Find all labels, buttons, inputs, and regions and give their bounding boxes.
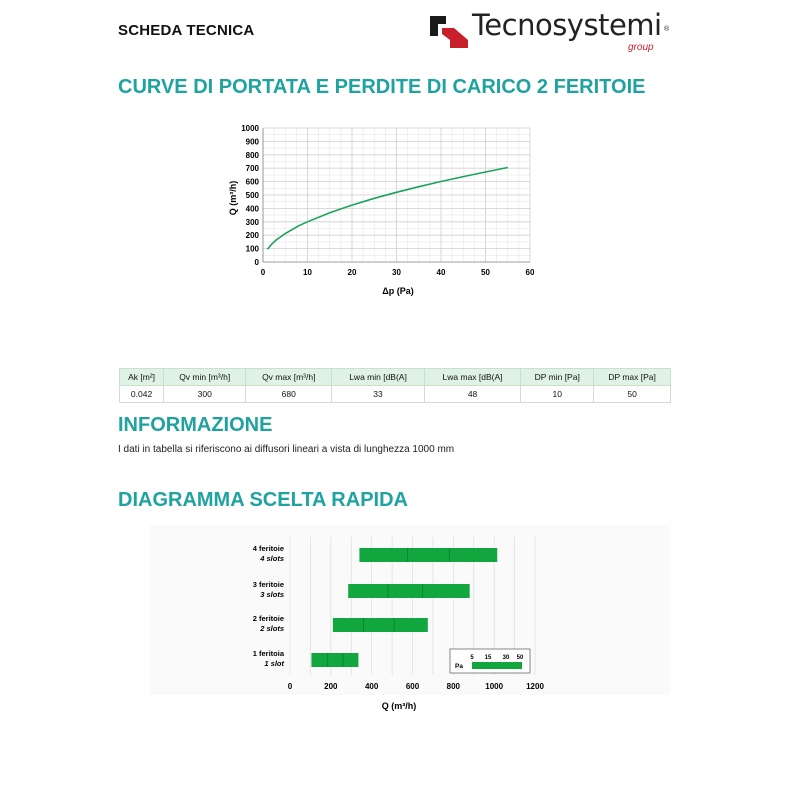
legend-label: Pa (455, 663, 463, 670)
range-bar (359, 548, 497, 562)
x-tick-label: 20 (347, 268, 357, 277)
section-title-info: INFORMAZIONE (118, 414, 273, 436)
logo-group: group (628, 42, 654, 53)
chart-grid (263, 128, 530, 262)
y-tick-label: 800 (245, 150, 259, 160)
y-tick-label: 1000 (241, 124, 259, 133)
legend-tick: 30 (502, 655, 510, 661)
table-cell: 33 (332, 386, 425, 403)
logo-registered: ® (664, 26, 670, 33)
y-axis-label: Q (m³/h) (228, 180, 238, 216)
table-cell: 680 (246, 386, 332, 403)
x-tick-label: 800 (446, 682, 461, 691)
table-row (120, 386, 671, 403)
category-label: 2 feritoie (252, 614, 284, 623)
table-cell: 50 (594, 386, 671, 403)
y-tick-label: 400 (245, 204, 259, 214)
category-label: 3 feritoie (252, 580, 284, 589)
table-cell: 0.042 (120, 386, 164, 403)
range-bar (311, 653, 358, 667)
x-tick-labels (261, 268, 535, 277)
category-label: 4 feritoie (252, 544, 284, 553)
x-tick-label: 400 (364, 682, 379, 691)
x-tick-label: 0 (260, 268, 266, 277)
y-tick-label: 500 (245, 191, 259, 200)
x-tick-label: 60 (525, 268, 535, 277)
logo-name: Tecnosystemi (472, 8, 662, 42)
x-axis-label: Δp (Pa) (382, 286, 414, 296)
section-title-flow-curves: CURVE DI PORTATA E PERDITE DI CARICO 2 FERITOIE (118, 76, 646, 98)
document-label: SCHEDA TECNICA (118, 22, 255, 39)
section-title-quick-selection: DIAGRAMMA SCELTA RAPIDA (118, 489, 408, 511)
logo-mark-icon (430, 16, 468, 48)
range-bar (348, 584, 469, 598)
spec-table (119, 368, 671, 403)
header-cell: Lwa max [dB(A] (424, 369, 520, 386)
y-tick-labels (241, 124, 259, 267)
x-tick-label: 10 (303, 268, 312, 277)
legend-tick: 50 (516, 655, 524, 661)
x-axis-label: Q (m³/h) (381, 701, 417, 711)
legend-tick: 15 (484, 655, 492, 661)
header-cell: DP max [Pa] (594, 369, 671, 386)
table-cell: 48 (424, 386, 520, 403)
y-tick-label: 300 (245, 217, 259, 227)
category-label: 1 feritoia (252, 649, 284, 658)
x-tick-label: 30 (392, 268, 401, 277)
y-tick-label: 600 (245, 177, 259, 187)
x-tick-label: 50 (481, 268, 490, 277)
header-cell: Ak [m²] (120, 369, 164, 386)
y-tick-label: 900 (245, 137, 259, 147)
y-tick-label: 100 (245, 244, 259, 254)
x-tick-label: 200 (324, 682, 338, 691)
header-cell: Qv max [m³/h] (246, 369, 332, 386)
category-sublabel: 4 slots (260, 554, 284, 563)
range-bar (333, 618, 428, 632)
flow-curve-chart (210, 118, 560, 303)
header-cell: Lwa min [dB(A] (332, 369, 425, 386)
x-tick-label: 0 (287, 682, 293, 691)
header-cell: Qv min [m³/h] (164, 369, 246, 386)
table-header-row (120, 369, 671, 386)
chart-legend (450, 649, 530, 673)
y-tick-label: 700 (245, 164, 259, 174)
legend-tick: 5 (470, 655, 474, 661)
x-tick-label: 600 (405, 682, 420, 691)
x-tick-label: 40 (436, 268, 446, 277)
legend-swatch (472, 662, 522, 669)
y-tick-label: 200 (245, 231, 259, 241)
info-text: I dati in tabella si riferiscono ai diffusori lineari a vista di lunghezza 1000 mm (118, 444, 455, 455)
category-sublabel: 3 slots (260, 590, 284, 599)
x-tick-label: 1200 (526, 682, 544, 691)
category-sublabel: 1 slot (264, 659, 284, 668)
y-tick-label: 0 (254, 258, 259, 267)
category-sublabel: 2 slots (260, 624, 284, 633)
table-cell: 10 (521, 386, 594, 403)
table-cell: 300 (164, 386, 246, 403)
header-cell: DP min [Pa] (521, 369, 594, 386)
quick-selection-chart (150, 525, 670, 720)
x-tick-label: 1000 (485, 682, 504, 691)
